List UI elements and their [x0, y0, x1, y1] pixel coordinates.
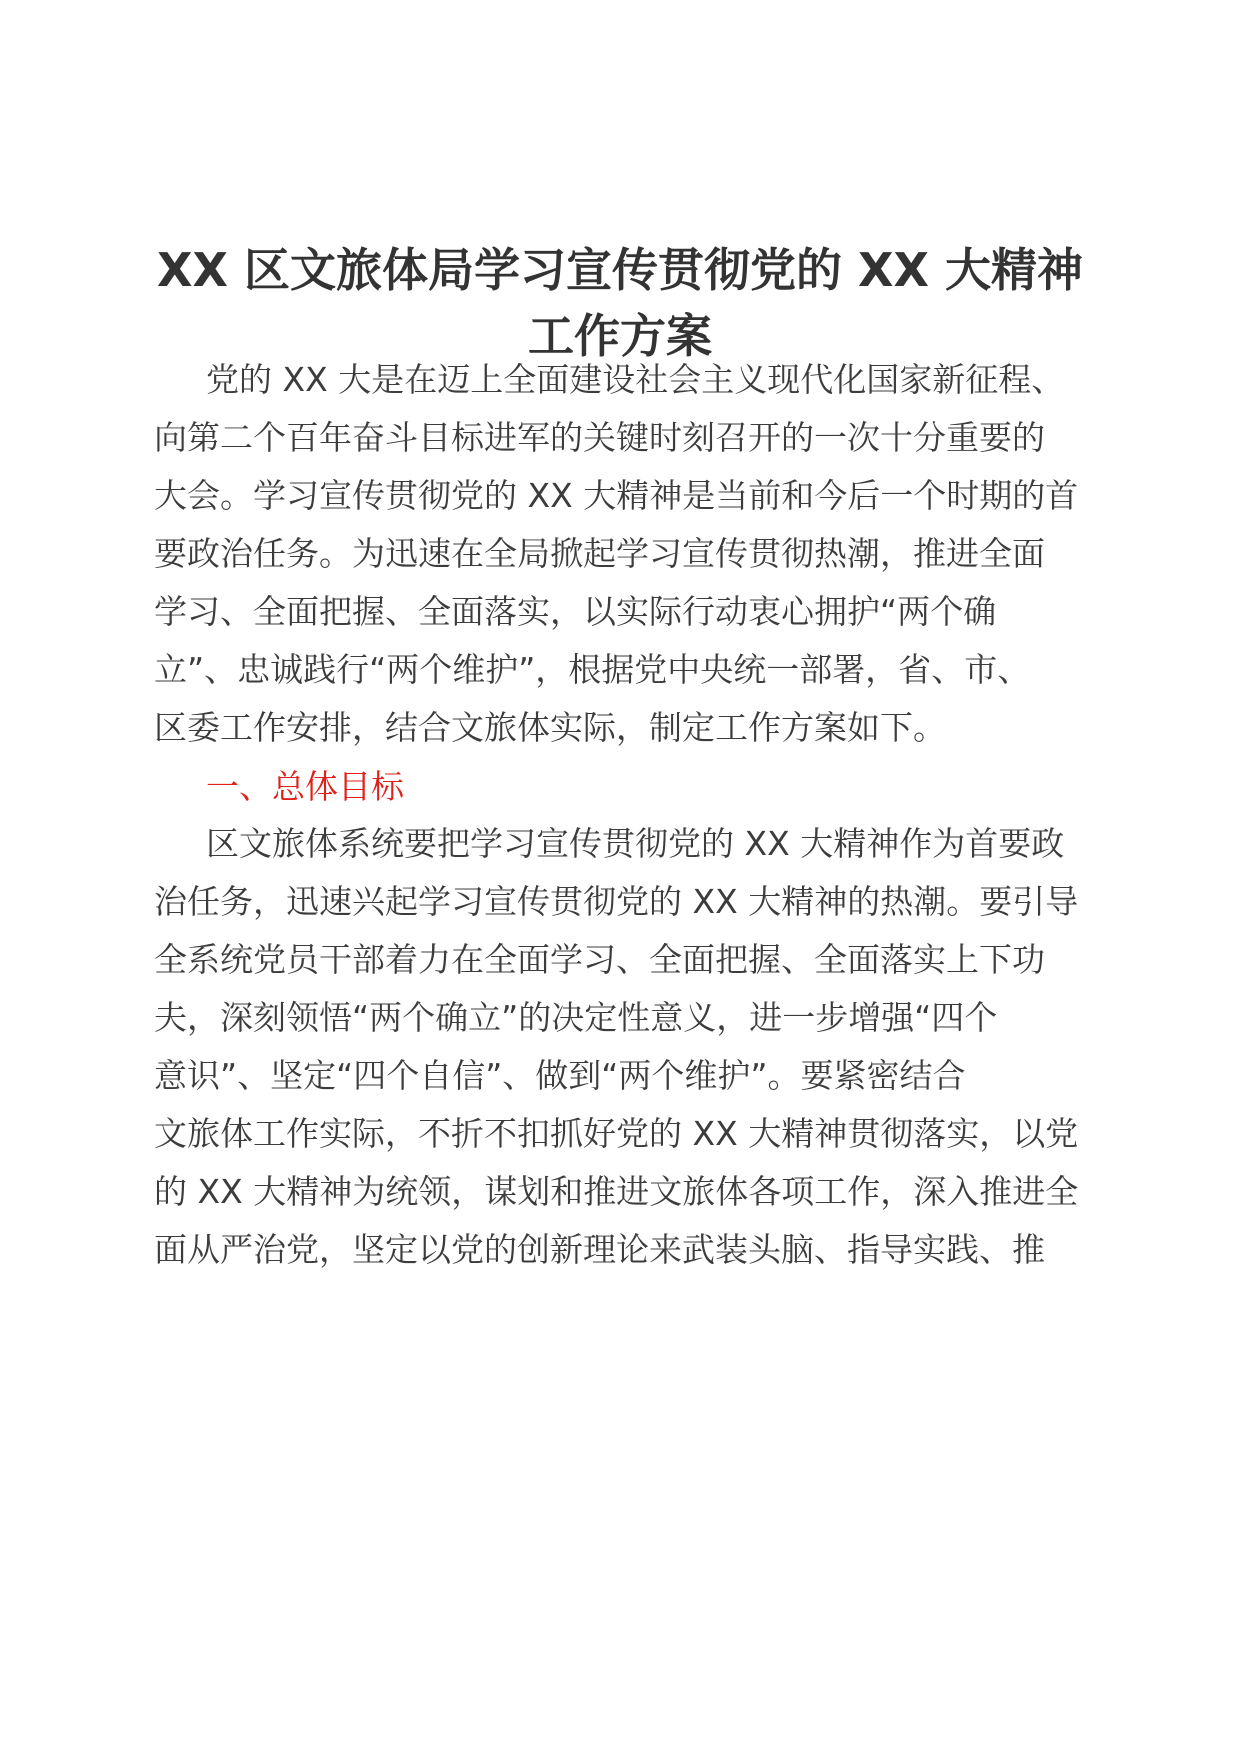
- intro-paragraph-line: 区委工作安排，结合文旅体实际，制定工作方案如下。: [154, 708, 946, 747]
- intro-paragraph-line: 学习、全面把握、全面落实，以实际行动衷心拥护“两个确: [154, 592, 997, 631]
- intro-paragraph-line: 要政治任务。为迅速在全局掀起学习宣传贯彻热潮，推进全面: [154, 534, 1045, 573]
- intro-paragraph-line: 向第二个百年奋斗目标进军的关键时刻召开的一次十分重要的: [154, 418, 1045, 457]
- section-paragraph-line: 意识”、坚定“四个自信”、做到“两个维护”。要紧密结合: [154, 1056, 966, 1095]
- section-heading: 一、总体目标: [206, 767, 404, 806]
- section-paragraph-line: 面从严治党，坚定以党的创新理论来武装头脑、指导实践、推: [154, 1230, 1045, 1269]
- document-title-line-1: XX 区文旅体局学习宣传贯彻党的 XX 大精神: [157, 243, 1083, 297]
- section-paragraph-line: 治任务，迅速兴起学习宣传贯彻党的 XX 大精神的热潮。要引导: [154, 882, 1079, 921]
- intro-paragraph-line: 大会。学习宣传贯彻党的 XX 大精神是当前和今后一个时期的首: [154, 476, 1079, 515]
- section-paragraph-line: 区文旅体系统要把学习宣传贯彻党的 XX 大精神作为首要政: [206, 824, 1065, 863]
- section-paragraph-line: 文旅体工作实际，不折不扣抓好党的 XX 大精神贯彻落实，以党: [154, 1114, 1079, 1153]
- intro-paragraph-line: 立”、忠诚践行“两个维护”，根据党中央统一部署，省、市、: [154, 650, 1031, 689]
- document-title-line-2: 工作方案: [528, 309, 712, 363]
- section-paragraph-line: 夫，深刻领悟“两个确立”的决定性意义，进一步增强“四个: [154, 998, 998, 1037]
- section-paragraph-line: 的 XX 大精神为统领，谋划和推进文旅体各项工作，深入推进全: [154, 1172, 1079, 1211]
- section-paragraph-line: 全系统党员干部着力在全面学习、全面把握、全面落实上下功: [154, 940, 1045, 979]
- intro-paragraph-line: 党的 XX 大是在迈上全面建设社会主义现代化国家新征程、: [206, 360, 1065, 399]
